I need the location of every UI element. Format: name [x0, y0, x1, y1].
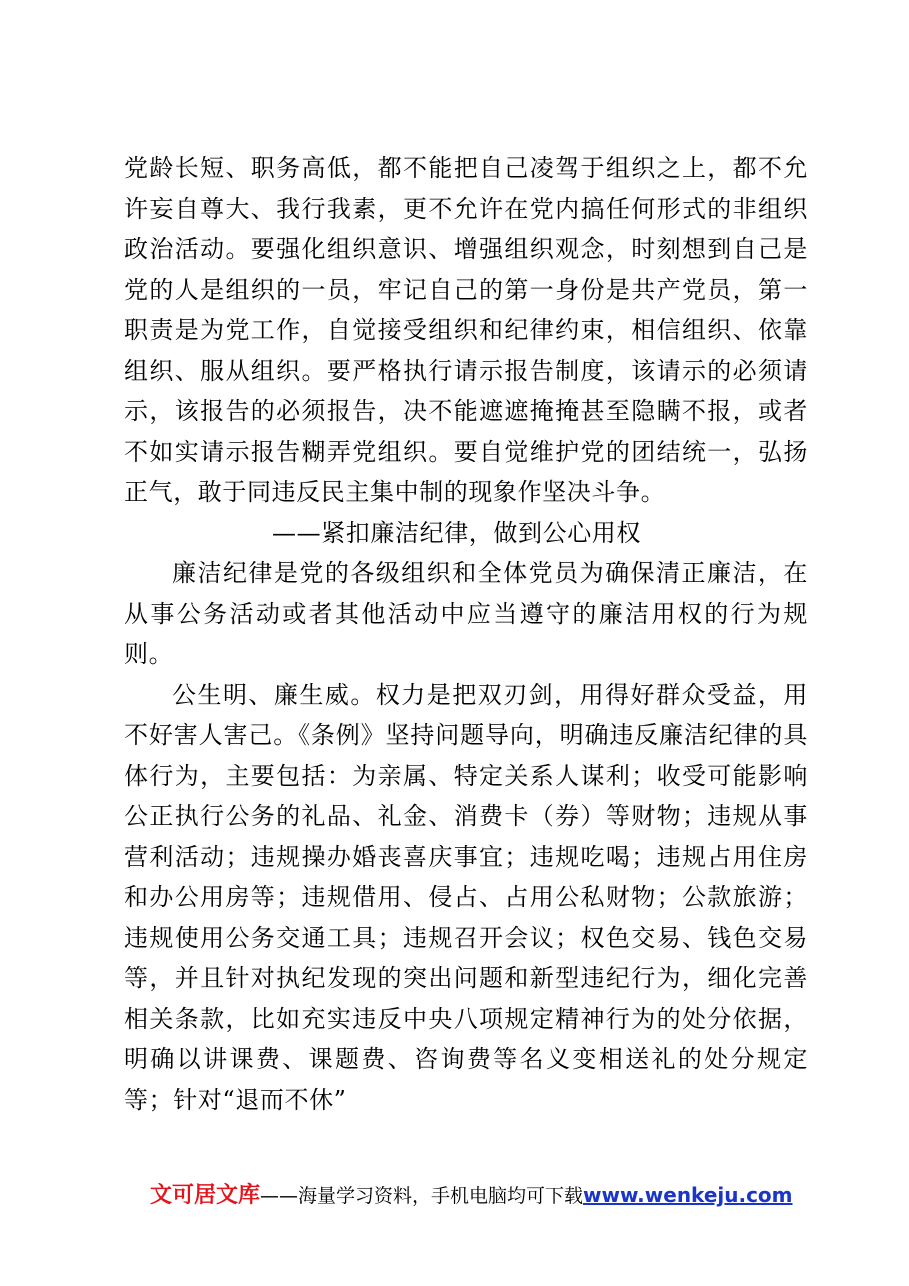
- footer-banner: [150, 1180, 850, 1210]
- document-body: [124, 148, 808, 1120]
- footer-slogan: ——海量学习资料，手机电脑均可下载: [260, 1185, 584, 1207]
- paragraph-party-organization: 党龄长短、职务高低，都不能把自己凌驾于组织之上，都不允许妄自尊大、我行我素，更不允许在党内搞任何形式的非组织政治活动。要强化组织意识、增强组织观念，时刻想到自己是党的人是组织的一员，牢记自己的第一身份是共产党员，第一职责是为党工作，自觉接受组织和纪律约束，相信组织、依靠组织、服从组织。要严格执行请示报告制度，该请示的必须请示，该报告的必须报告，决不能遮遮掩掩甚至隐瞒不报，或者不如实请示报告糊弄党组织。要自觉维护党的团结统一，弘扬正气，敢于同违反民主集中制的现象作坚决斗争。: [124, 154, 808, 506]
- paragraph-integrity-definition: 廉洁纪律是党的各级组织和全体党员为确保清正廉洁，在从事公务活动或者其他活动中应当遵守的廉洁用权的行为规则。: [124, 559, 808, 668]
- footer-website-link[interactable]: www.wenkeju.com: [583, 1183, 793, 1207]
- footer-brand-name: 文可居文库: [150, 1183, 261, 1208]
- paragraph-integrity-violations: 公生明、廉生威。权力是把双刃剑，用得好群众受益，用不好害人害己。《条例》坚持问题导向，明确违反廉洁纪律的具体行为，主要包括：为亲属、特定关系人谋利；收受可能影响公正执行公务的礼品、礼金、消费卡（券）等财物；违规从事营利活动；违规操办婚丧喜庆事宜；违规吃喝；违规占用住房和办公用房等；违规借用、侵占、占用公私财物；公款旅游；违规使用公务交通工具；违规召开会议；权色交易、钱色交易等，并且针对执纪发现的突出问题和新型违纪行为，细化完善相关条款，比如充实违反中央八项规定精神行为的处分依据，明确以讲课费、课题费、咨询费等名义变相送礼的处分规定等；针对“退而不休”: [124, 680, 808, 1114]
- section-heading-integrity-discipline: ——紧扣廉洁纪律，做到公心用权: [272, 518, 641, 547]
